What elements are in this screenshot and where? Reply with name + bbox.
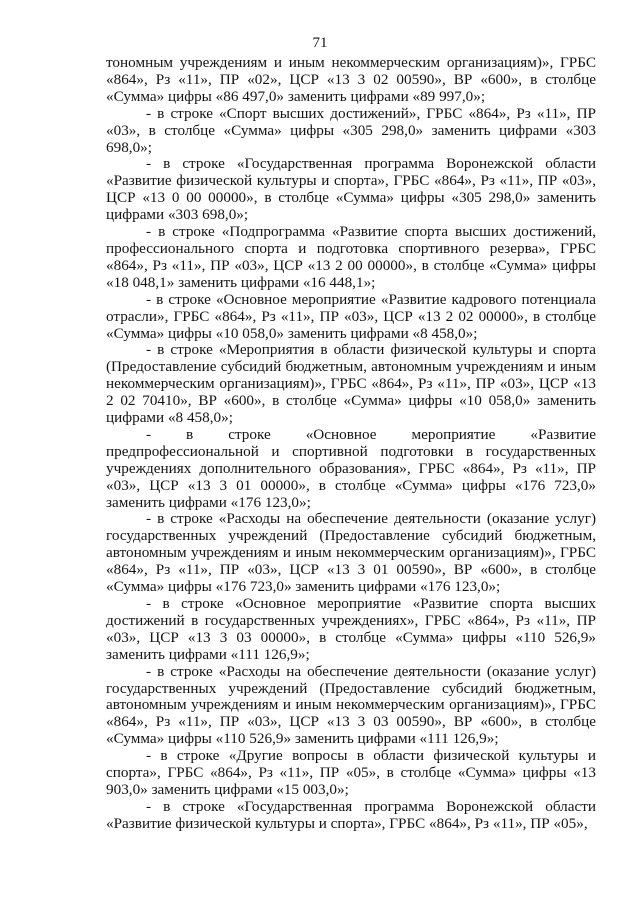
paragraph-continuation: тономным учреждениям и иным некоммерческим организациям)», ГРБС «864», Рз «11», ПР «02», ЦСР «13 3 02 00590», ВР «600», в столбце «Сумма» цифры «86 497,0» заменить цифрами «89 997,0»;: [106, 54, 596, 105]
page-number: 71: [312, 35, 328, 51]
paragraph-preprofessional-training: - в строке «Основное мероприятие «Развитие предпрофессиональной и спортивной подготовки в государственных учреждениях дополнительного образования», ГРБС «864», Рз «11», ПР «03», ЦСР «13 3 01 00000», в столбце «Сумма» цифры «176 723,0» заменить цифрами «176 123,0»;: [106, 425, 596, 511]
paragraph-expenses-01: - в строке «Расходы на обеспечение деятельности (оказание услуг) государственных учреждений (Предоставление субсидий бюджетным, автономным учреждениям и иным некоммерческим организациям)», ГРБС «864», Рз «11», ПР «03», ЦСР «13 3 01 00590», ВР «600», в столбце «Сумма» цифры «176 723,0» заменить цифрами «176 123,0»;: [106, 510, 596, 596]
paragraph-high-achievements-institutions: - в строке «Основное мероприятие «Развитие спорта высших достижений в государственных учреждениях», ГРБС «864», Рз «11», ПР «03», ЦСР «13 3 03 00000», в столбце «Сумма» цифры «110 526,9» заменить цифрами «111 126,9»;: [106, 595, 596, 663]
paragraph-state-program-05: - в строке «Государственная программа Воронежской области «Развитие физической культуры и спорта», ГРБС «864», Рз «11», ПР «05»,: [106, 797, 596, 832]
paragraph-sport-high-achievements: - в строке «Спорт высших достижений», ГРБС «864», Рз «11», ПР «03», в столбце «Сумма» цифры «305 298,0» заменить цифрами «303 698,0»;: [106, 104, 596, 156]
paragraph-expenses-03: - в строке «Расходы на обеспечение деятельности (оказание услуг) государственных учреждений (Предоставление субсидий бюджетным, автономным учреждениям и иным некоммерческим организациям)», ГРБС «864», Рз «11», ПР «03», ЦСР «13 3 03 00590», ВР «600», в столбце «Сумма» цифры «110 526,9» заменить цифрами «111 126,9»;: [106, 662, 596, 748]
document-body: [106, 55, 596, 833]
paragraph-personnel-potential: - в строке «Основное мероприятие «Развитие кадрового потенциала отрасли», ГРБС «864», Рз «11», ПР «03», ЦСР «13 2 02 00000», в столбце «Сумма» цифры «10 058,0» заменить цифрами «8 458,0»;: [106, 290, 596, 342]
paragraph-other-questions: - в строке «Другие вопросы в области физической культуры и спорта», ГРБС «864», Рз «11», ПР «05», в столбце «Сумма» цифры «13 903,0» заменить цифрами «15 003,0»;: [106, 747, 596, 798]
paragraph-sport-measures: - в строке «Мероприятия в области физической культуры и спорта (Предоставление субсидий бюджетным, автономным учреждениям и иным некоммерческим организациям)», ГРБС «864», Рз «11», ПР «03», ЦСР «13 2 02 70410», ВР «600», в столбце «Сумма» цифры «10 058,0» заменить цифрами «8 458,0»;: [106, 341, 596, 427]
paragraph-subprogram: - в строке «Подпрограмма «Развитие спорта высших достижений, профессионального спорта и подготовка спортивного резерва», ГРБС «864», Рз «11», ПР «03», ЦСР «13 2 00 00000», в столбце «Сумма» цифры «18 048,1» заменить цифрами «16 448,1»;: [106, 223, 596, 291]
paragraph-state-program: - в строке «Государственная программа Воронежской области «Развитие физической культуры и спорта», ГРБС «864», Рз «11», ПР «03», ЦСР «13 0 00 00000», в столбце «Сумма» цифры «305 298,0» заменить цифрами «303 698,0»;: [106, 155, 596, 224]
